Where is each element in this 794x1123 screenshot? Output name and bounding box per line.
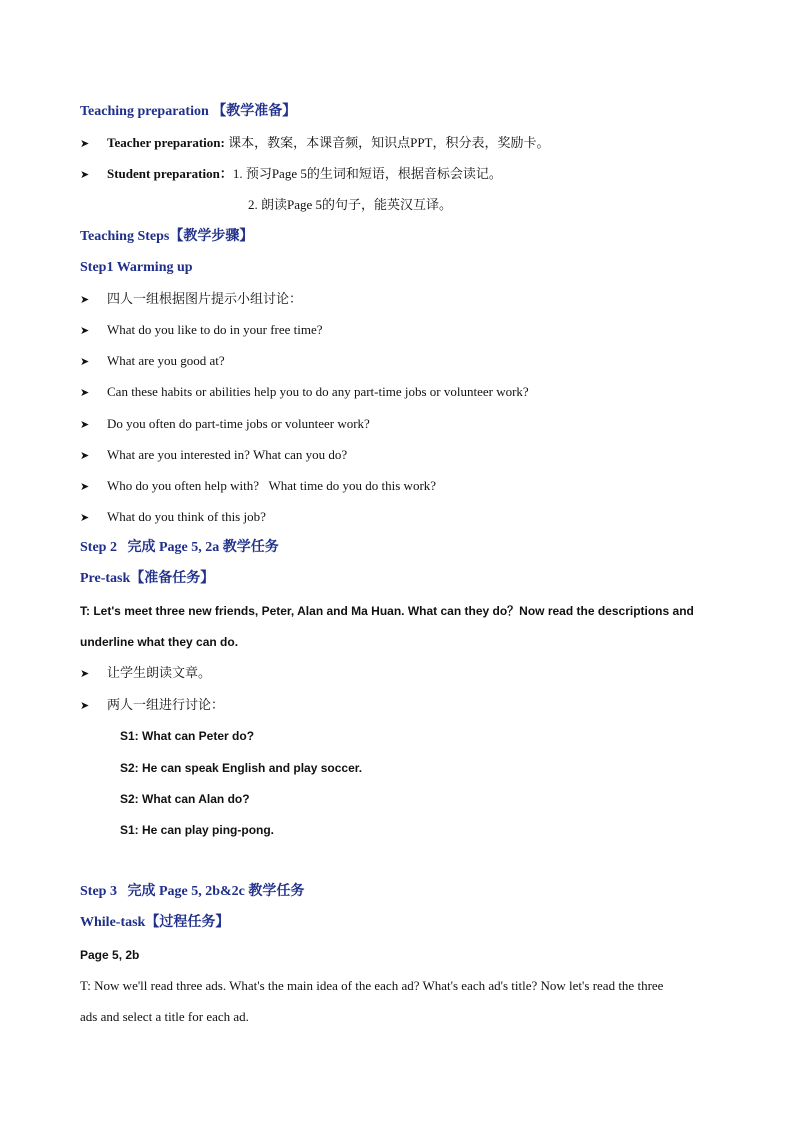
- list-item: [80, 322, 323, 339]
- list-item-text: Can these habits or abilities help you to do any part-time jobs or volunteer work?: [107, 384, 529, 399]
- list-item-text: 让学生朗读文章。: [107, 665, 212, 680]
- teaching-preparation-heading: Teaching preparation 【教学准备】: [80, 104, 297, 119]
- list-item: [80, 291, 302, 308]
- arrow-bullet-icon: ➤: [80, 168, 90, 181]
- arrow-bullet-icon: ➤: [80, 699, 90, 712]
- list-item-text: What are you good at?: [107, 353, 225, 368]
- dialog-line: S2: What can Alan do?: [120, 792, 250, 806]
- step3-heading: Step 3 完成 Page 5, 2b&2c 教学任务: [80, 884, 305, 899]
- list-item-text: 两人一组进行讨论：: [107, 697, 225, 712]
- list-item: [80, 416, 370, 433]
- arrow-bullet-icon: ➤: [80, 293, 90, 306]
- teaching-steps-heading: Teaching Steps【教学步骤】: [80, 229, 254, 244]
- arrow-bullet-icon: ➤: [80, 386, 90, 399]
- list-item-text: Who do you often help with? What time do you do this work?: [107, 478, 437, 493]
- student-preparation-label: Student preparation：: [107, 166, 233, 181]
- step1-heading: Step1 Warming up: [80, 260, 193, 275]
- arrow-bullet-icon: ➤: [80, 511, 90, 524]
- list-item: [80, 478, 436, 495]
- arrow-bullet-icon: ➤: [80, 355, 90, 368]
- student-preparation-item: [80, 166, 502, 183]
- list-item: [80, 353, 225, 370]
- teacher-preparation-item: [80, 135, 550, 152]
- list-item-text: Do you often do part-time jobs or volunteer work?: [107, 416, 370, 431]
- teacher-preparation-text: 课本，教案，本课音频，知识点PPT，积分表，奖励卡。: [224, 135, 550, 150]
- list-item-text: What do you think of this job?: [107, 509, 266, 524]
- teacher-preparation-label: Teacher preparation:: [107, 135, 225, 150]
- pretask-heading: Pre-task【准备任务】: [80, 571, 215, 586]
- arrow-bullet-icon: ➤: [80, 137, 90, 150]
- list-item-text: 四人一组根据图片提示小组讨论：: [107, 291, 303, 306]
- arrow-bullet-icon: ➤: [80, 449, 90, 462]
- pretask-instruction-line-1: T: Let's meet three new friends, Peter, Alan and Ma Huan. What can they do？Now read the descriptions and: [80, 604, 694, 618]
- list-item: [80, 665, 211, 682]
- dialog-line: S1: He can play ping-pong.: [120, 823, 275, 837]
- list-item: [80, 447, 347, 464]
- list-item-text: What do you like to do in your free time?: [107, 322, 323, 337]
- arrow-bullet-icon: ➤: [80, 324, 90, 337]
- whiletask-heading: While-task【过程任务】: [80, 915, 230, 930]
- page-reference: Page 5, 2b: [80, 948, 140, 962]
- dialog-line: S1: What can Peter do?: [120, 729, 255, 743]
- whiletask-instruction-line-2: ads and select a title for each ad.: [80, 1009, 249, 1024]
- student-preparation-text-1: 1. 预习Page 5的生词和短语，根据音标会读记。: [232, 166, 502, 181]
- list-item: [80, 697, 224, 714]
- student-preparation-text-2: 2. 朗读Page 5的句子，能英汉互译。: [248, 197, 453, 212]
- list-item: [80, 384, 529, 401]
- dialog-line: S2: He can speak English and play soccer.: [120, 761, 363, 775]
- arrow-bullet-icon: ➤: [80, 480, 90, 493]
- arrow-bullet-icon: ➤: [80, 418, 90, 431]
- pretask-instruction-line-2: underline what they can do.: [80, 635, 239, 649]
- list-item-text: What are you interested in? What can you do?: [107, 447, 348, 462]
- whiletask-instruction-line-1: T: Now we'll read three ads. What's the main idea of the each ad? What's each ad's title? Now let's read the three: [80, 978, 664, 993]
- arrow-bullet-icon: ➤: [80, 667, 90, 680]
- list-item: [80, 509, 266, 526]
- step2-heading: Step 2 完成 Page 5, 2a 教学任务: [80, 540, 279, 555]
